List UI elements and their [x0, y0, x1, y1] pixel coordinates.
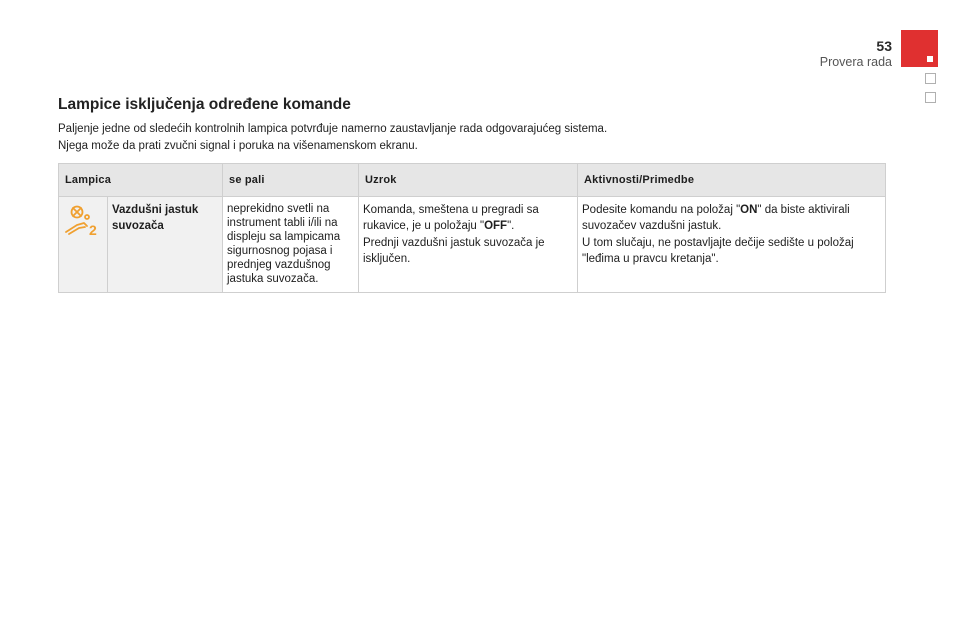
cause-line-2: Prednji vazdušni jastuk suvozača je isključen. [363, 237, 545, 265]
action-text-b: " da biste aktivirali suvozačev vazdušni jastuk. [582, 204, 850, 232]
section-title: Lampice isključenja određene komande [58, 96, 351, 113]
lamp-icon-cell [59, 197, 108, 293]
cause-line-1 [363, 202, 573, 234]
cause-off-value: OFF [484, 220, 508, 232]
action-line-2: U tom slučaju, ne postavljajte dečije sedište u položaj "leđima u pravcu kretanja". [582, 237, 854, 265]
header-lamp: Lampica [59, 164, 223, 197]
svg-text:2: 2 [89, 222, 97, 237]
header-cause: Uzrok [359, 164, 578, 197]
intro-text [58, 121, 878, 155]
chapter-tab [901, 30, 938, 67]
chapter-marker-2 [925, 92, 936, 103]
cause-description [359, 197, 578, 293]
airbag-off-icon [63, 222, 103, 240]
chapter-marker-1 [925, 73, 936, 84]
section-name: Provera rada [819, 55, 892, 69]
cause-text-a: Komanda, smeštena u pregradi sa rukavice, je u položaju " [363, 204, 539, 232]
warning-lamps-table [58, 163, 886, 293]
action-line-1 [582, 202, 881, 234]
table-header-row [59, 164, 886, 197]
action-on-value: ON [740, 204, 758, 216]
intro-line-2: Njega može da prati zvučni signal i poruka na višenamenskom ekranu. [58, 140, 418, 152]
table-row [59, 197, 886, 293]
intro-line-1: Paljenje jedne od sledećih kontrolnih lampica potvrđuje namerno zaustavljanje rada odgovarajućeg sistema. [58, 123, 608, 135]
action-text-a: Podesite komandu na položaj " [582, 204, 741, 216]
header-action: Aktivnosti/Primedbe [578, 164, 886, 197]
lights-description: neprekidno svetli na instrument tabli i/ili na displeju sa lampicama sigurnosnog pojasa i prednjeg vazdušnog jastuka suvozača. [223, 197, 359, 293]
page-number: 53 [876, 38, 892, 54]
tab-mark [927, 56, 933, 62]
header-lights: se pali [223, 164, 359, 197]
cause-text-b: ". [507, 220, 515, 232]
lamp-name: Vazdušni jastuk suvozača [108, 197, 223, 293]
action-description [578, 197, 886, 293]
